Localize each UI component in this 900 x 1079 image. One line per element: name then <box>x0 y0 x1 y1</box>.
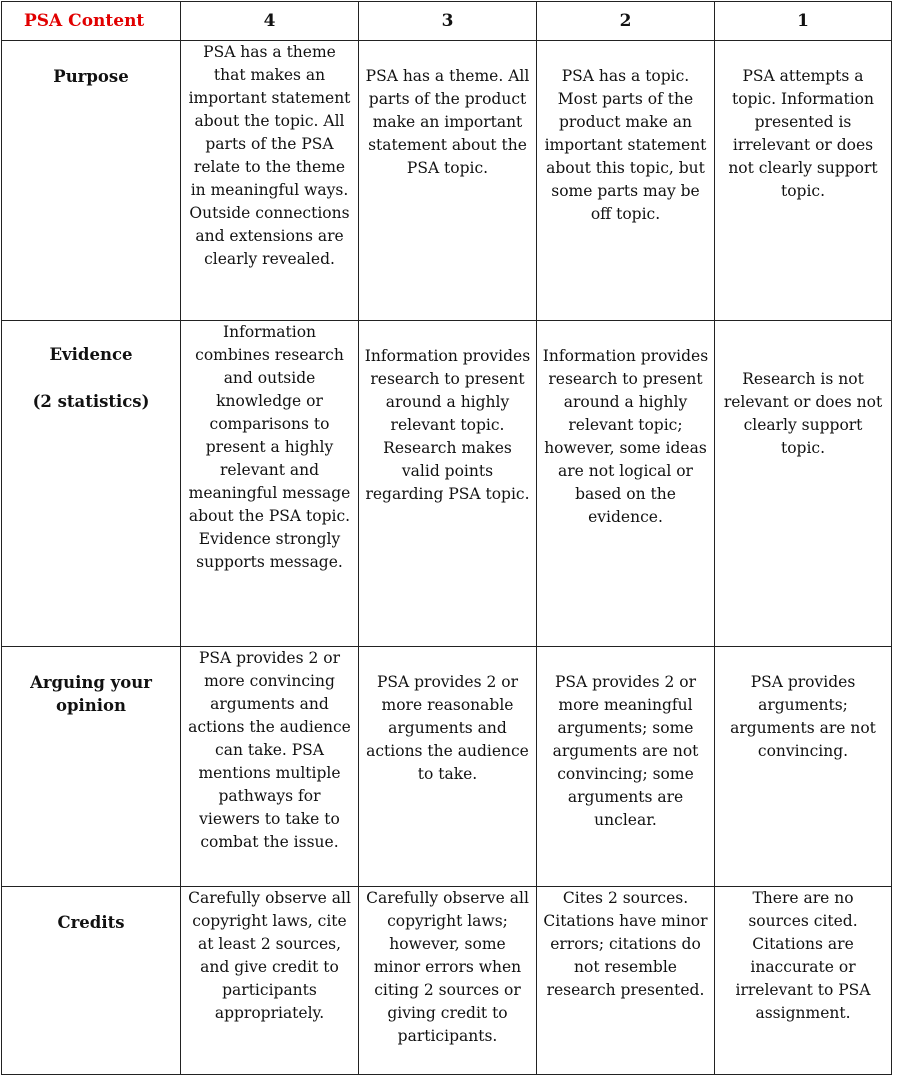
score-header-4: 4 <box>181 2 359 41</box>
evidence-score-3: Information provides research to present around a highly relevant topic. Research makes valid points regarding PSA topic. <box>359 321 537 647</box>
arguing-score-3: PSA provides 2 or more reasonable arguments and actions the audience to take. <box>359 647 537 887</box>
evidence-score-2: Information provides research to present around a highly relevant topic; however, some ideas are not logical or based on the evidence. <box>537 321 715 647</box>
credits-score-1: There are no sources cited. Citations are inaccurate or irrelevant to PSA assignment. <box>715 887 892 1075</box>
credits-score-3: Carefully observe all copyright laws; however, some minor errors when citing 2 sources or giving credit to participants. <box>359 887 537 1075</box>
row-arguing <box>2 647 892 887</box>
score-header-1: 1 <box>715 2 892 41</box>
arguing-score-4: PSA provides 2 or more convincing arguments and actions the audience can take. PSA mentions multiple pathways for viewers to take to combat the issue. <box>181 647 359 887</box>
purpose-score-4: PSA has a theme that makes an important statement about the topic. All parts of the PSA relate to the theme in meaningful ways. Outside connections and extensions are clearly revealed. <box>181 41 359 321</box>
row-credits <box>2 887 892 1075</box>
row-label-arguing: Arguing your opinion <box>2 647 181 887</box>
credits-score-4: Carefully observe all copyright laws, cite at least 2 sources, and give credit to participants appropriately. <box>181 887 359 1075</box>
evidence-score-4: Information combines research and outside knowledge or comparisons to present a highly relevant and meaningful message about the PSA topic. Evidence strongly supports message. <box>181 321 359 647</box>
score-header-3: 3 <box>359 2 537 41</box>
purpose-score-1: PSA attempts a topic. Information presented is irrelevant or does not clearly support topic. <box>715 41 892 321</box>
arguing-score-1: PSA provides arguments; arguments are not convincing. <box>715 647 892 887</box>
credits-score-2: Cites 2 sources. Citations have minor errors; citations do not resemble research presented. <box>537 887 715 1075</box>
arguing-score-2: PSA provides 2 or more meaningful arguments; some arguments are not convincing; some arguments are unclear. <box>537 647 715 887</box>
purpose-score-3: PSA has a theme. All parts of the product make an important statement about the PSA topic. <box>359 41 537 321</box>
row-evidence <box>2 321 892 647</box>
purpose-score-2: PSA has a topic. Most parts of the product make an important statement about this topic, but some parts may be off topic. <box>537 41 715 321</box>
evidence-score-1: Research is not relevant or does not clearly support topic. <box>715 321 892 647</box>
row-label-evidence: Evidence (2 statistics) <box>2 321 181 647</box>
row-purpose <box>2 41 892 321</box>
header-corner: PSA Content <box>2 2 181 41</box>
header-row <box>2 2 892 41</box>
row-label-credits: Credits <box>2 887 181 1075</box>
rubric-table <box>1 1 892 1075</box>
row-label-purpose: Purpose <box>2 41 181 321</box>
score-header-2: 2 <box>537 2 715 41</box>
